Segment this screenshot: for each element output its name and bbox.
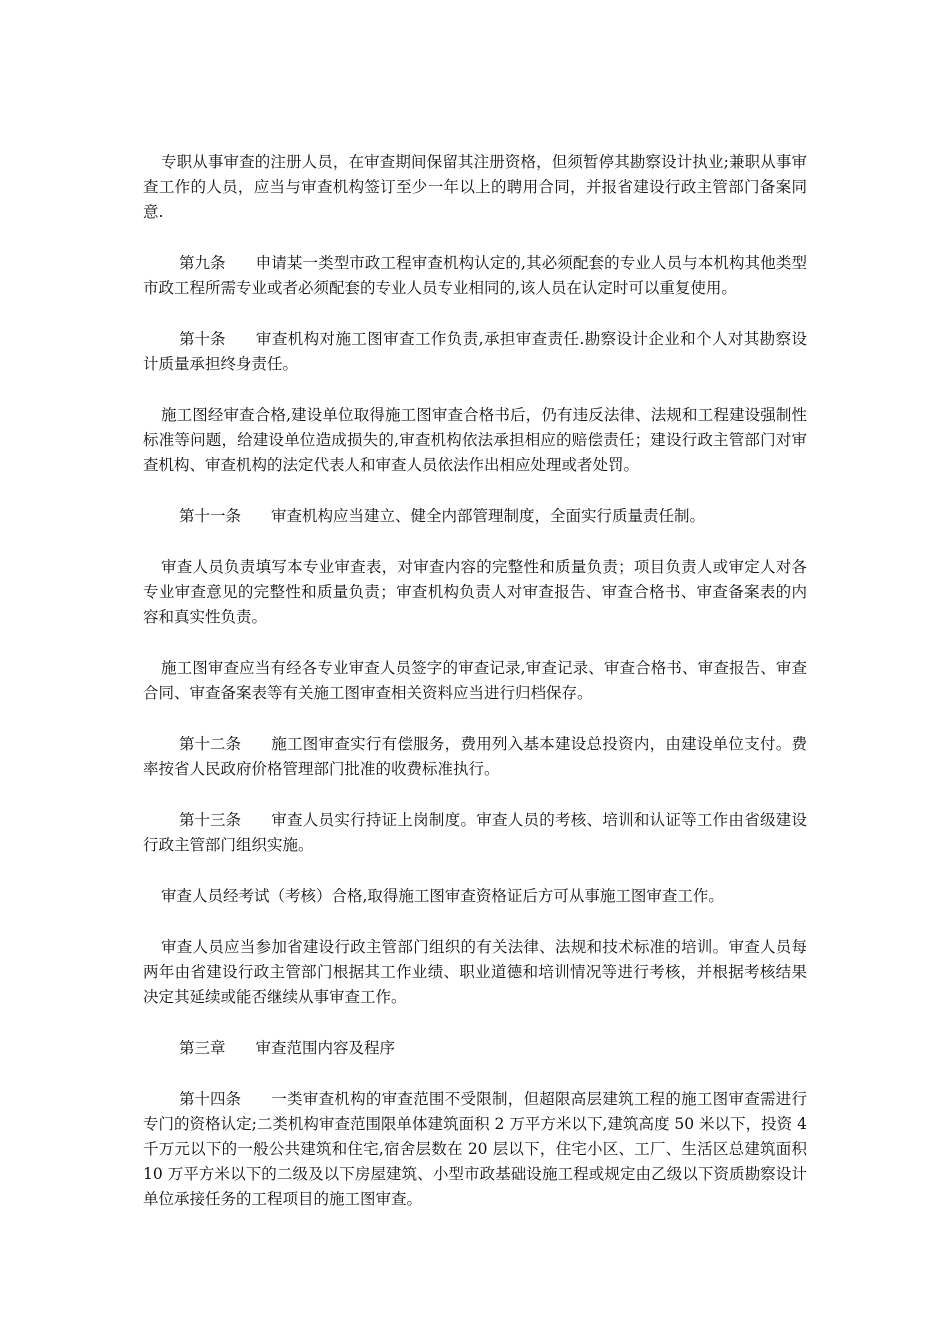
chapter-3-heading xyxy=(143,1036,807,1061)
paragraph-text: 专职从事审查的注册人员，在审查期间保留其注册资格，但须暂停其勘察设计执业;兼职从事审查工作的人员，应当与审查机构签订至少一年以上的聘用合同，并报省建设行政主管部门备案同意. xyxy=(143,153,807,221)
article-number: 第十三条 xyxy=(179,811,242,829)
paragraph-text: 申请某一类型市政工程审查机构认定的,其必须配套的专业人员与本机构其他类型市政工程所需专业或者必须配套的专业人员专业相同的,该人员在认定时可以重复使用。 xyxy=(143,254,807,297)
chapter-title: 审查范围内容及程序 xyxy=(255,1039,396,1057)
paragraph-text: 审查人员实行持证上岗制度。审查人员的考核、培训和认证等工作由省级建设行政主管部门组织实施。 xyxy=(143,811,807,854)
chapter-number: 第三章 xyxy=(179,1039,226,1057)
article-13 xyxy=(143,808,807,858)
paragraph-archiving xyxy=(143,656,807,706)
paragraph-text: 审查机构对施工图审查工作负责,承担审查责任.勘察设计企业和个人对其勘察设计质量承担终身责任。 xyxy=(143,330,807,373)
paragraph-text: 审查人员应当参加省建设行政主管部门组织的有关法律、法规和技术标准的培训。审查人员每两年由省建设行政主管部门根据其工作业绩、职业道德和培训情况等进行考核，并根据考核结果决定其延续或能否继续从事审查工作。 xyxy=(143,938,807,1006)
paragraph-text: 审查人员负责填写本专业审查表，对审查内容的完整性和质量负责；项目负责人或审定人对各专业审查意见的完整性和质量负责；审查机构负责人对审查报告、审查合格书、审查备案表的内容和真实性负责。 xyxy=(143,558,807,626)
paragraph-text: 审查机构应当建立、健全内部管理制度，全面实行质量责任制。 xyxy=(271,507,706,525)
paragraph-qualification xyxy=(143,884,807,909)
paragraph-text: 施工图经审查合格,建设单位取得施工图审查合格书后，仍有违反法律、法规和工程建设强制性标准等问题，给建设单位造成损失的,审查机构依法承担相应的赔偿责任；建设行政主管部门对审查机构、审查机构的法定代表人和审查人员依法作出相应处理或者处罚。 xyxy=(143,406,807,474)
article-number: 第十条 xyxy=(179,330,226,348)
article-14 xyxy=(143,1087,807,1212)
article-number: 第十四条 xyxy=(179,1090,242,1108)
article-9 xyxy=(143,251,807,301)
article-10 xyxy=(143,327,807,377)
article-number: 第十一条 xyxy=(179,507,242,525)
document-body xyxy=(143,150,807,1238)
paragraph-text: 一类审查机构的审查范围不受限制，但超限高层建筑工程的施工图审查需进行专门的资格认定;二类机构审查范围限单体建筑面积 2 万平方米以下,建筑高度 50 米以下，投资 4 千万元以下的一般公共建筑和住宅,宿舍层数在 20 层以下，住宅小区、工厂、生活区总建筑面积 10 万平方米以下的二级及以下房屋建筑、小型市政基础设施工程或规定由乙级以下资质勘察设计单位承接任务的工程项目的施工图审查。 xyxy=(143,1090,807,1208)
article-number: 第十二条 xyxy=(179,735,242,753)
paragraph-text: 审查人员经考试（考核）合格,取得施工图审查资格证后方可从事施工图审查工作。 xyxy=(161,887,724,905)
paragraph-training xyxy=(143,935,807,1010)
paragraph-review-forms xyxy=(143,555,807,630)
paragraph-text: 施工图审查应当有经各专业审查人员签字的审查记录,审查记录、审查合格书、审查报告、审查合同、审查备案表等有关施工图审查相关资料应当进行归档保存。 xyxy=(143,659,807,702)
article-12 xyxy=(143,732,807,782)
paragraph-liability xyxy=(143,403,807,478)
article-number: 第九条 xyxy=(179,254,226,272)
article-11 xyxy=(143,504,807,529)
paragraph-text: 施工图审查实行有偿服务，费用列入基本建设总投资内，由建设单位支付。费率按省人民政府价格管理部门批准的收费标准执行。 xyxy=(143,735,807,778)
paragraph-registered-staff xyxy=(143,150,807,225)
